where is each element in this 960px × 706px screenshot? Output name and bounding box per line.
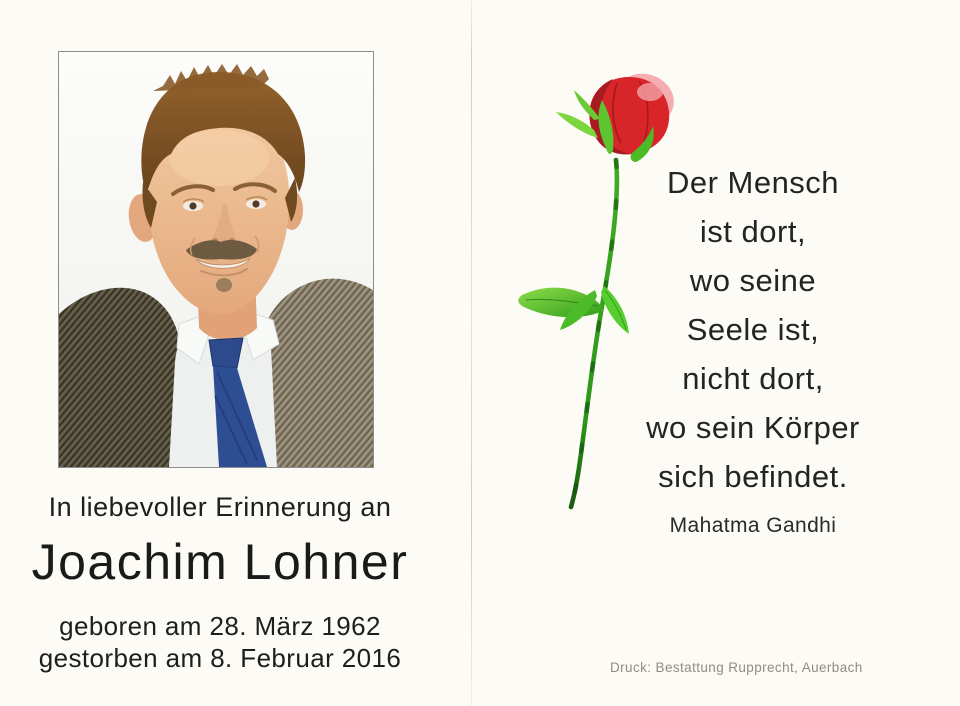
quote-line: Der Mensch (666, 165, 840, 200)
quote-line: wo seine (689, 263, 817, 298)
quote-attribution: Mahatma Gandhi (669, 514, 837, 537)
deceased-name: Joachim Lohner (31, 534, 409, 590)
quote-line: Seele ist, (686, 312, 820, 347)
death-date-line: gestorben am 8. Februar 2016 (38, 643, 402, 673)
quote-line: wo sein Körper (646, 410, 860, 445)
portrait-photo (58, 51, 374, 468)
quote-line: sich befindet. (658, 459, 848, 494)
print-credit-line: Druck: Bestattung Rupprecht, Auerbach (610, 660, 863, 675)
quote-line: nicht dort, (682, 361, 824, 396)
card-fold-line (471, 0, 472, 706)
memorial-intro-line: In liebevoller Erinnerung an (48, 492, 392, 522)
quote-line: ist dort, (699, 214, 807, 249)
memorial-quote (553, 158, 953, 538)
portrait-illustration (59, 52, 373, 467)
birth-date-line: geboren am 28. März 1962 (59, 611, 381, 641)
